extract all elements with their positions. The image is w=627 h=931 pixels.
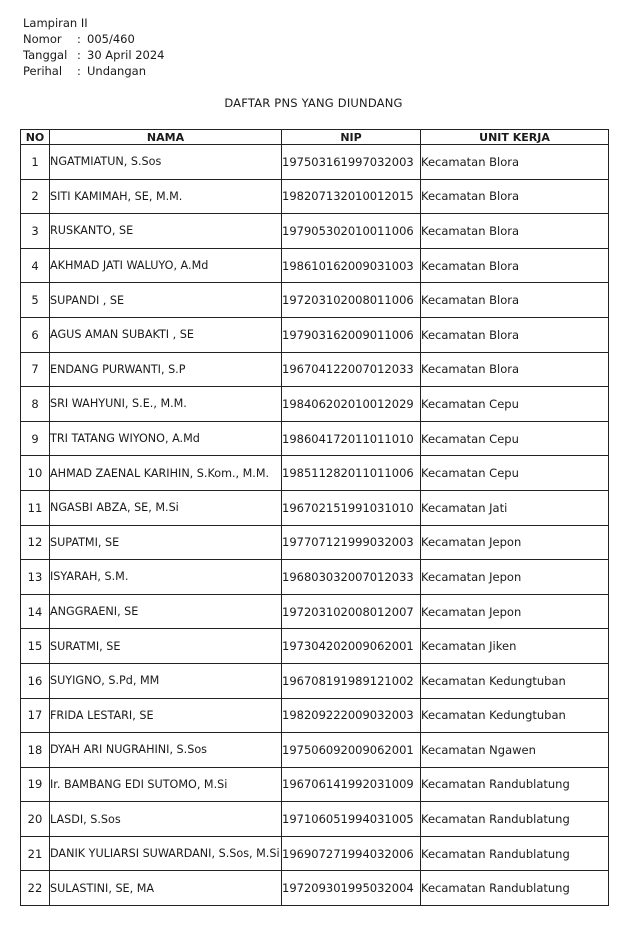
row-nama: SRI WAHYUNI, S.E., M.M. xyxy=(50,387,282,422)
row-number: 9 xyxy=(21,421,50,456)
row-nama: LASDI, S.Sos xyxy=(50,802,282,837)
table-row xyxy=(21,594,609,629)
row-number: 13 xyxy=(21,560,50,595)
row-unit-kerja: Kecamatan Cepu xyxy=(421,456,609,491)
table-row xyxy=(21,248,609,283)
row-unit-kerja: Kecamatan Blora xyxy=(421,317,609,352)
row-unit-kerja: Kecamatan Jepon xyxy=(421,560,609,595)
table-row xyxy=(21,145,609,180)
row-number: 19 xyxy=(21,767,50,802)
row-unit-kerja: Kecamatan Blora xyxy=(421,145,609,180)
column-header-nama: NAMA xyxy=(50,130,282,145)
row-nama: SURATMI, SE xyxy=(50,629,282,664)
table-row xyxy=(21,663,609,698)
row-nama: FRIDA LESTARI, SE xyxy=(50,698,282,733)
header-field-nomor xyxy=(23,31,165,47)
row-nip: 197203102008012007 xyxy=(282,594,421,629)
table-row xyxy=(21,283,609,318)
table-row xyxy=(21,802,609,837)
table-row xyxy=(21,560,609,595)
row-nip: 197209301995032004 xyxy=(282,871,421,906)
row-unit-kerja: Kecamatan Kedungtuban xyxy=(421,663,609,698)
row-unit-kerja: Kecamatan Cepu xyxy=(421,421,609,456)
row-nama: NGATMIATUN, S.Sos xyxy=(50,145,282,180)
field-key: Tanggal xyxy=(23,48,68,62)
row-nama: SUPATMI, SE xyxy=(50,525,282,560)
row-number: 20 xyxy=(21,802,50,837)
row-nip: 196803032007012033 xyxy=(282,560,421,595)
row-nip: 198209222009032003 xyxy=(282,698,421,733)
row-number: 15 xyxy=(21,629,50,664)
row-nip: 196702151991031010 xyxy=(282,490,421,525)
row-unit-kerja: Kecamatan Randublatung xyxy=(421,871,609,906)
table-row xyxy=(21,698,609,733)
row-nip: 198610162009031003 xyxy=(282,248,421,283)
row-number: 1 xyxy=(21,145,50,180)
row-unit-kerja: Kecamatan Randublatung xyxy=(421,836,609,871)
row-number: 16 xyxy=(21,663,50,698)
row-nama: NGASBI ABZA, SE, M.Si xyxy=(50,490,282,525)
row-nip: 197106051994031005 xyxy=(282,802,421,837)
column-header-no: NO xyxy=(21,130,50,145)
table-row xyxy=(21,317,609,352)
row-unit-kerja: Kecamatan Blora xyxy=(421,352,609,387)
row-number: 3 xyxy=(21,214,50,249)
table-row xyxy=(21,490,609,525)
table-body xyxy=(21,145,609,906)
row-unit-kerja: Kecamatan Blora xyxy=(421,214,609,249)
row-nip: 197903162009011006 xyxy=(282,317,421,352)
table-row xyxy=(21,421,609,456)
row-number: 5 xyxy=(21,283,50,318)
row-nama: SUYIGNO, S.Pd, MM xyxy=(50,663,282,698)
row-nama: SUPANDI , SE xyxy=(50,283,282,318)
row-unit-kerja: Kecamatan Jepon xyxy=(421,594,609,629)
row-nama: Ir. BAMBANG EDI SUTOMO, M.Si xyxy=(50,767,282,802)
table-row xyxy=(21,629,609,664)
table-header-row xyxy=(21,130,609,145)
row-nip: 196907271994032006 xyxy=(282,836,421,871)
table-row xyxy=(21,767,609,802)
row-nip: 198511282011011006 xyxy=(282,456,421,491)
row-nip: 198604172011011010 xyxy=(282,421,421,456)
row-nip: 196708191989121002 xyxy=(282,663,421,698)
pns-table xyxy=(20,129,609,906)
row-unit-kerja: Kecamatan Blora xyxy=(421,179,609,214)
document-title: DAFTAR PNS YANG DIUNDANG xyxy=(224,96,403,110)
table-row xyxy=(21,733,609,768)
row-unit-kerja: Kecamatan Jiken xyxy=(421,629,609,664)
row-unit-kerja: Kecamatan Jati xyxy=(421,490,609,525)
row-nip: 196704122007012033 xyxy=(282,352,421,387)
row-nama: RUSKANTO, SE xyxy=(50,214,282,249)
field-colon: : xyxy=(77,48,81,62)
row-number: 8 xyxy=(21,387,50,422)
row-nip: 197707121999032003 xyxy=(282,525,421,560)
header-field-tanggal xyxy=(23,47,165,63)
row-unit-kerja: Kecamatan Blora xyxy=(421,283,609,318)
row-unit-kerja: Kecamatan Kedungtuban xyxy=(421,698,609,733)
field-colon: : xyxy=(77,64,81,78)
row-number: 11 xyxy=(21,490,50,525)
row-number: 12 xyxy=(21,525,50,560)
row-unit-kerja: Kecamatan Ngawen xyxy=(421,733,609,768)
table-row xyxy=(21,871,609,906)
lampiran-line xyxy=(23,15,165,31)
row-number: 14 xyxy=(21,594,50,629)
row-nip: 197203102008011006 xyxy=(282,283,421,318)
row-nama: TRI TATANG WIYONO, A.Md xyxy=(50,421,282,456)
row-number: 4 xyxy=(21,248,50,283)
row-number: 7 xyxy=(21,352,50,387)
row-nama: SITI KAMIMAH, SE, M.M. xyxy=(50,179,282,214)
row-number: 6 xyxy=(21,317,50,352)
row-nip: 198207132010012015 xyxy=(282,179,421,214)
row-nip: 198406202010012029 xyxy=(282,387,421,422)
row-unit-kerja: Kecamatan Randublatung xyxy=(421,767,609,802)
column-header-nip: NIP xyxy=(282,130,421,145)
table-row xyxy=(21,525,609,560)
row-nip: 197506092009062001 xyxy=(282,733,421,768)
row-unit-kerja: Kecamatan Jepon xyxy=(421,525,609,560)
field-value: 30 April 2024 xyxy=(87,48,165,62)
row-number: 18 xyxy=(21,733,50,768)
field-value: 005/460 xyxy=(87,32,135,46)
row-nama: AKHMAD JATI WALUYO, A.Md xyxy=(50,248,282,283)
row-nama: ANGGRAENI, SE xyxy=(50,594,282,629)
row-unit-kerja: Kecamatan Cepu xyxy=(421,387,609,422)
row-number: 21 xyxy=(21,836,50,871)
field-key: Nomor xyxy=(23,32,62,46)
row-nip: 197503161997032003 xyxy=(282,145,421,180)
column-header-unit-kerja: UNIT KERJA xyxy=(421,130,609,145)
row-number: 2 xyxy=(21,179,50,214)
row-number: 10 xyxy=(21,456,50,491)
field-value: Undangan xyxy=(87,64,146,78)
letter-header xyxy=(23,15,165,79)
field-key: Perihal xyxy=(23,64,63,78)
table-row xyxy=(21,456,609,491)
row-unit-kerja: Kecamatan Blora xyxy=(421,248,609,283)
row-number: 22 xyxy=(21,871,50,906)
header-field-perihal xyxy=(23,63,165,79)
row-nama: SULASTINI, SE, MA xyxy=(50,871,282,906)
row-nama: AGUS AMAN SUBAKTI , SE xyxy=(50,317,282,352)
table-row xyxy=(21,179,609,214)
row-nip: 197304202009062001 xyxy=(282,629,421,664)
row-nama: DYAH ARI NUGRAHINI, S.Sos xyxy=(50,733,282,768)
row-nama: DANIK YULIARSI SUWARDANI, S.Sos, M.Si xyxy=(50,836,282,871)
lampiran-label: Lampiran II xyxy=(23,16,88,30)
row-nama: AHMAD ZAENAL KARIHIN, S.Kom., M.M. xyxy=(50,456,282,491)
table-row xyxy=(21,214,609,249)
row-nama: ISYARAH, S.M. xyxy=(50,560,282,595)
field-colon: : xyxy=(77,32,81,46)
row-nip: 197905302010011006 xyxy=(282,214,421,249)
row-number: 17 xyxy=(21,698,50,733)
table-row xyxy=(21,836,609,871)
row-nip: 196706141992031009 xyxy=(282,767,421,802)
table-row xyxy=(21,387,609,422)
row-unit-kerja: Kecamatan Randublatung xyxy=(421,802,609,837)
table-row xyxy=(21,352,609,387)
row-nama: ENDANG PURWANTI, S.P xyxy=(50,352,282,387)
